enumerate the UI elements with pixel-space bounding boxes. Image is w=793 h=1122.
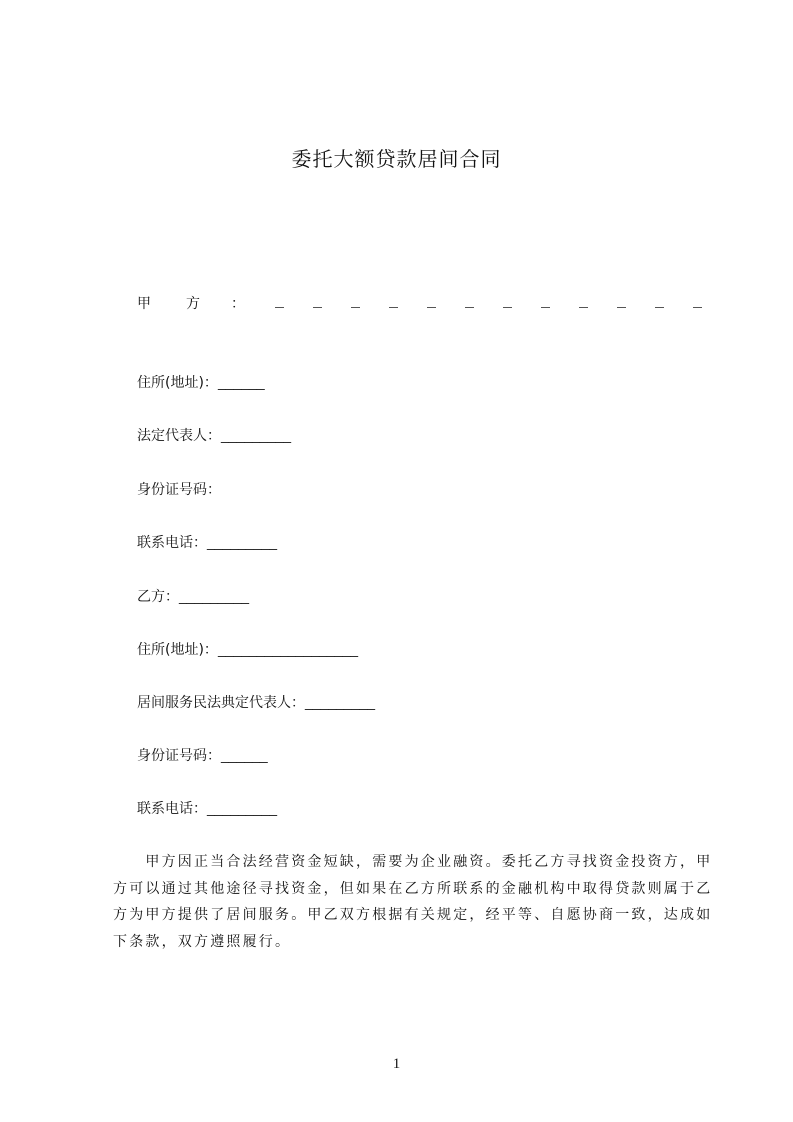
field-label: 联系电话： bbox=[137, 801, 207, 817]
party-a-char1: 甲 bbox=[137, 296, 151, 312]
field-label: 居间服务民法典定代表人： bbox=[137, 695, 305, 711]
paragraph-line: 方可以通过其他途径寻找资金，但如果在乙方所联系的金融机构中取得贷款则属于乙 bbox=[113, 880, 713, 897]
field-blank[interactable]: _________ bbox=[207, 534, 278, 550]
blank-dash bbox=[465, 307, 474, 308]
field-row bbox=[137, 639, 358, 659]
field-row bbox=[137, 586, 249, 606]
document-title: 委托大额贷款居间合同 bbox=[291, 147, 502, 171]
blank-dash bbox=[351, 307, 360, 308]
preamble-paragraph bbox=[113, 849, 713, 955]
field-blank[interactable]: _________ bbox=[221, 427, 292, 443]
blank-dash bbox=[503, 307, 512, 308]
field-row bbox=[137, 479, 221, 499]
paragraph-line: 方为甲方提供了居间服务。甲乙双方根据有关规定，经平等、自愿协商一致，达成如 bbox=[113, 907, 713, 923]
field-label: 住所(地址)： bbox=[137, 375, 218, 391]
field-blank[interactable]: _________ bbox=[207, 800, 278, 816]
blank-dash bbox=[275, 307, 284, 308]
field-blank[interactable]: _________ bbox=[305, 694, 376, 710]
blank-dash bbox=[541, 307, 550, 308]
field-row bbox=[137, 425, 291, 445]
field-blank[interactable]: _________ bbox=[179, 588, 250, 604]
field-label: 住所(地址)： bbox=[137, 642, 218, 658]
field-row bbox=[137, 532, 277, 552]
field-row bbox=[137, 372, 265, 392]
blank-dash bbox=[693, 307, 702, 308]
page-number: 1 bbox=[392, 1056, 401, 1072]
blank-dash bbox=[427, 307, 436, 308]
field-label: 乙方： bbox=[137, 589, 179, 605]
field-blank[interactable]: ______ bbox=[221, 747, 268, 763]
blank-dash bbox=[313, 307, 322, 308]
field-row bbox=[137, 745, 268, 765]
field-label: 联系电话： bbox=[137, 535, 207, 551]
party-a-line bbox=[137, 293, 707, 313]
field-row bbox=[137, 692, 375, 712]
blank-dash bbox=[389, 307, 398, 308]
blank-dash bbox=[655, 307, 664, 308]
field-row bbox=[137, 798, 277, 818]
field-label: 身份证号码： bbox=[137, 482, 221, 498]
field-blank[interactable]: ______ bbox=[217, 374, 265, 390]
party-a-char2: 方 bbox=[186, 296, 200, 312]
field-label: 法定代表人： bbox=[137, 428, 221, 444]
paragraph-line: 甲方因正当合法经营资金短缺，需要为企业融资。委托乙方寻找资金投资方，甲 bbox=[113, 854, 713, 870]
paragraph-line: 下条款，双方遵照履行。 bbox=[113, 933, 292, 950]
blank-dash bbox=[617, 307, 626, 308]
blank-dash bbox=[579, 307, 588, 308]
field-label: 身份证号码： bbox=[137, 748, 221, 764]
field-blank[interactable]: __________________ bbox=[217, 641, 359, 657]
party-a-colon: ： bbox=[231, 296, 245, 312]
